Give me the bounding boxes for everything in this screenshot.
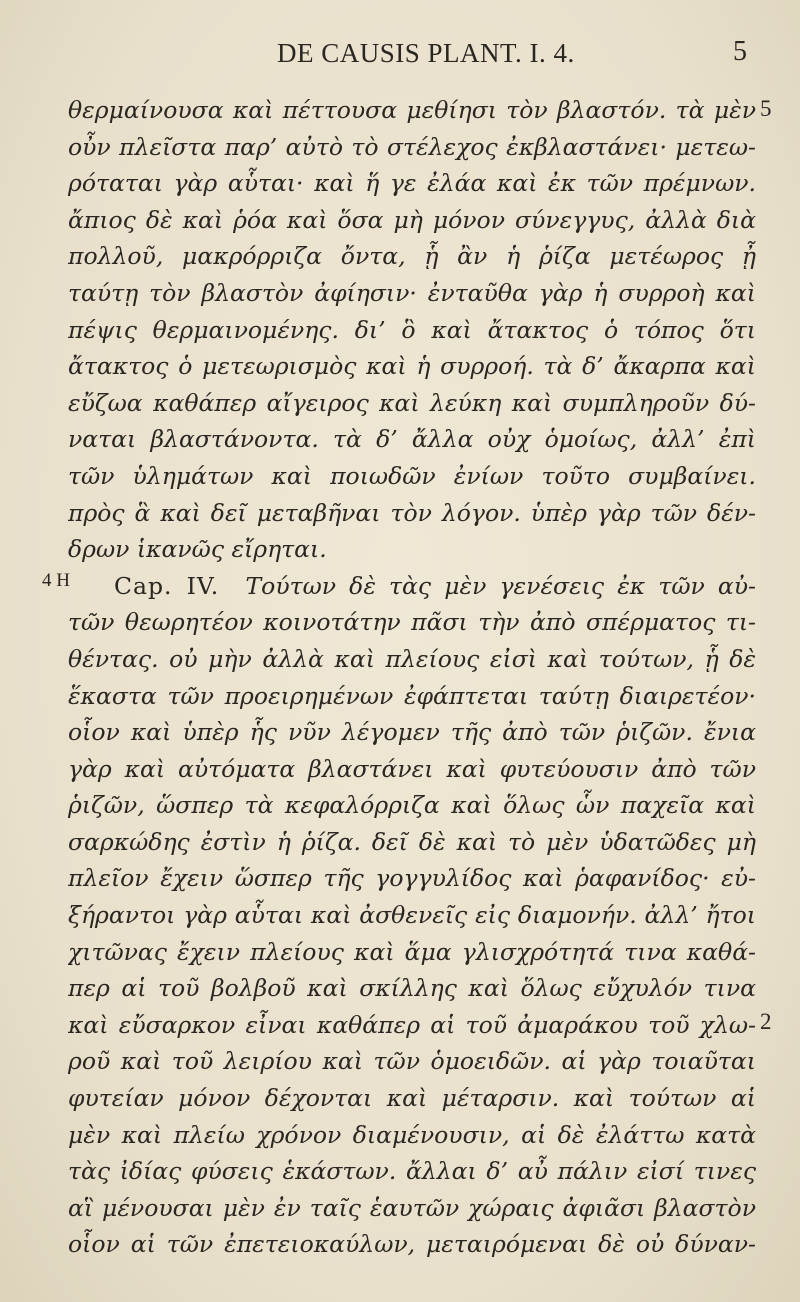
margin-line-number-5: 5 [760,96,772,121]
margin-line-number-2: 2 [760,1009,772,1034]
text-line: περ αἱ τοῦ βολβοῦ καὶ σκίλλης καὶ ὅλως εὔχυλόν τινα [68,974,756,1003]
margin-section-marker: 4 H [42,570,70,591]
text-line: ἄτακτος ὁ μετεωρισμὸς καὶ ἡ συρροή. τὰ δ’ ἄκαρπα καὶ [68,352,756,381]
text-line: γὰρ καὶ αὐτόματα βλαστάνει καὶ φυτεύουσιν ἀπὸ τῶν [68,754,756,783]
text-line: φυτείαν μόνον δέχονται καὶ μέταρσιν. καὶ τούτων αἱ [68,1084,756,1113]
text-line: πολλοῦ, μακρόρριζα ὄντα, ᾗ ἂν ἡ ῥίζα μετέωρος ᾖ [68,242,756,271]
text-line: τῶν ὑλημάτων καὶ ποιωδῶν ἐνίων τοῦτο συμβαίνει. [68,461,756,490]
text-line: μὲν καὶ πλείω χρόνον διαμένουσιν, αἱ δὲ ἐλάττω κατὰ [68,1120,756,1149]
text-line: πρὸς ἃ καὶ δεῖ μεταβῆναι τὸν λόγον. ὑπὲρ γὰρ τῶν δέν- [68,498,756,527]
text-line: ρόταται γὰρ αὗται· καὶ ἥ γε ἐλάα καὶ ἐκ τῶν πρέμνων. [68,169,756,198]
text-line: ῥιζῶν, ὥσπερ τὰ κεφαλόρριζα καὶ ὅλως ὧν παχεῖα καὶ [68,791,756,820]
text-line: ροῦ καὶ τοῦ λειρίου καὶ τῶν ὁμοειδῶν. αἱ γὰρ τοιαῦται [68,1047,756,1076]
text-line: δρων ἱκανῶς εἴρηται. [68,535,327,564]
page-number: 5 [733,36,747,67]
text-line: ἄπιος δὲ καὶ ῥόα καὶ ὅσα μὴ μόνον σύνεγγυς, ἀλλὰ διὰ [68,205,756,234]
text-line: εὔζωα καθάπερ αἴγειρος καὶ λεύκη καὶ συμπληροῦν δύ- [68,388,756,417]
text-line: ἕκαστα τῶν προειρημένων ἐφάπτεται ταύτῃ διαιρετέον· [68,681,756,710]
text-line: θέντας. οὐ μὴν ἀλλὰ καὶ πλείους εἰσὶ καὶ τούτων, ᾗ δὲ [68,644,756,673]
text-line: οἷον καὶ ὑπὲρ ἧς νῦν λέγομεν τῆς ἀπὸ τῶν ῥιζῶν. ἔνια [68,718,756,747]
text-line: καὶ εὔσαρκον εἶναι καθάπερ αἱ τοῦ ἀμαράκου τοῦ χλω- [68,1010,756,1039]
greek-text-body [68,92,756,1263]
text-line: οἷον αἱ τῶν ἐπετειοκαύλων, μεταιρόμεναι δὲ οὐ δύναν- [68,1230,756,1259]
page-header [0,36,800,76]
text-line: αἳ μένουσαι μὲν ἐν ταῖς ἑαυτῶν χώραις ἀφιᾶσι βλαστὸν [68,1193,756,1222]
text-line: σαρκώδης ἐστὶν ἡ ῥίζα. δεῖ δὲ καὶ τὸ μὲν ὑδατῶδες μὴ [68,827,756,856]
chapter-label: Cap. IV. [114,571,220,600]
text-line: τὰς ἰδίας φύσεις ἑκάστων. ἄλλαι δ’ αὖ πάλιν εἰσί τινες [68,1157,756,1186]
text-line: Τούτων δὲ τὰς μὲν γενέσεις ἐκ τῶν αὐ- [245,571,756,600]
text-line: χιτῶνας ἔχειν πλείους καὶ ἅμα γλισχρότητά τινα καθά- [68,937,756,966]
text-line: ναται βλαστάνοντα. τὰ δ’ ἄλλα οὐχ ὁμοίως, ἀλλ’ ἐπὶ [68,425,756,454]
text-line: οὖν πλεῖστα παρ’ αὐτὸ τὸ στέλεχος ἐκβλαστάνει· μετεω- [68,132,756,161]
text-line: πέψις θερμαινομένης. δι’ ὃ καὶ ἄτακτος ὁ τόπος ὅτι [68,315,756,344]
chapter-start-line [68,568,756,605]
text-line: θερμαίνουσα καὶ πέττουσα μεθίησι τὸν βλαστόν. τὰ μὲν [68,96,756,124]
running-head: DE CAUSIS PLANT. I. 4. [277,38,575,68]
text-line: ξήραντοι γὰρ αὗται καὶ ἀσθενεῖς εἰς διαμονήν. ἀλλ’ ἤτοι [68,901,756,930]
text-line: πλεῖον ἔχειν ὥσπερ τῆς γογγυλίδος καὶ ῥαφανίδος· εὐ- [68,864,756,893]
text-line: τῶν θεωρητέον κοινοτάτην πᾶσι τὴν ἀπὸ σπέρματος τι- [68,608,756,637]
text-line: ταύτῃ τὸν βλαστὸν ἀφίησιν· ἐνταῦθα γὰρ ἡ συρροὴ καὶ [68,278,756,307]
